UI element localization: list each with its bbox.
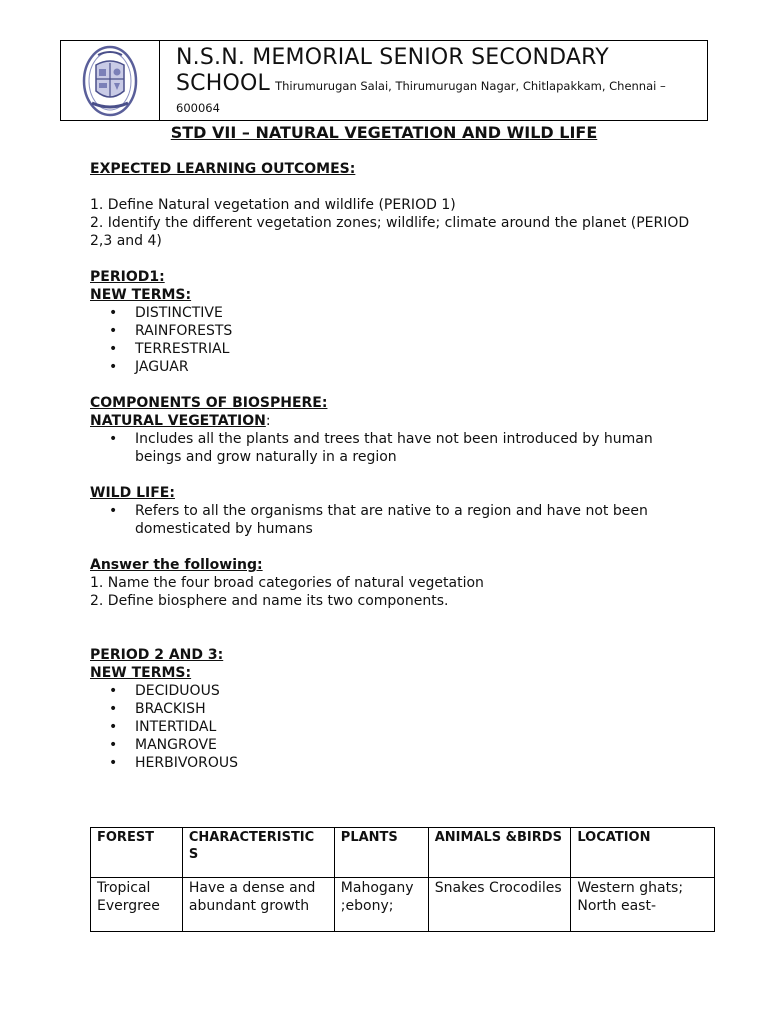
term-item: • HERBIVOROUS xyxy=(135,754,690,772)
outcomes-heading: EXPECTED LEARNING OUTCOMES: xyxy=(90,161,356,177)
term-item: • MANGROVE xyxy=(135,736,690,754)
column-header-forest: FOREST xyxy=(91,828,183,878)
answer-heading: Answer the following: xyxy=(90,557,263,573)
wild-life-points xyxy=(90,502,690,538)
school-name-line1: N.S.N. MEMORIAL SENIOR SECONDARY xyxy=(176,45,609,70)
column-header-plants: PLANTS xyxy=(334,828,428,878)
period23-heading: PERIOD 2 AND 3: xyxy=(90,647,224,663)
natural-vegetation-points xyxy=(90,430,690,466)
worksheet-body xyxy=(90,160,690,772)
table-header-row xyxy=(91,828,715,878)
logo-cell xyxy=(61,41,160,120)
column-header-animals-birds: ANIMALS &BIRDS xyxy=(428,828,571,878)
column-header-characteristics: CHARACTERISTIC S xyxy=(182,828,334,878)
term-item: • TERRESTRIAL xyxy=(135,340,690,358)
term-item: • INTERTIDAL xyxy=(135,718,690,736)
period23-terms-list xyxy=(90,682,690,772)
question-item: 2. Define biosphere and name its two components. xyxy=(90,593,449,609)
term-item: • BRACKISH xyxy=(135,700,690,718)
term-item: • JAGUAR xyxy=(135,358,690,376)
wild-life-heading: WILD LIFE: xyxy=(90,485,175,501)
question-item: 1. Name the four broad categories of natural vegetation xyxy=(90,575,484,591)
natural-vegetation-heading-row xyxy=(90,412,690,430)
column-header-location: LOCATION xyxy=(571,828,715,878)
outcome-item: 1. Define Natural vegetation and wildlife (PERIOD 1) xyxy=(90,197,456,213)
table-cell: Tropical Evergree xyxy=(91,878,183,932)
outcome-item: 2. Identify the different vegetation zones; wildlife; climate around the planet (PERIOD 2,3 and 4) xyxy=(90,215,690,249)
biosphere-heading: COMPONENTS OF BIOSPHERE: xyxy=(90,395,328,411)
term-item: • DECIDUOUS xyxy=(135,682,690,700)
term-item: • DISTINCTIVE xyxy=(135,304,690,322)
term-item: • RAINFORESTS xyxy=(135,322,690,340)
table-row xyxy=(91,878,715,932)
period1-new-terms-heading: NEW TERMS: xyxy=(90,287,192,303)
bullet-point: • Refers to all the organisms that are native to a region and have not been domesticated by humans xyxy=(135,502,690,538)
table-cell: Mahogany ;ebony; xyxy=(334,878,428,932)
bullet-point: • Includes all the plants and trees that have not been introduced by human beings and grow naturally in a region xyxy=(135,430,690,466)
period1-heading: PERIOD1: xyxy=(90,269,165,285)
table-cell: Have a dense and abundant growth xyxy=(182,878,334,932)
period23-new-terms-heading: NEW TERMS: xyxy=(90,665,192,681)
forest-table xyxy=(90,827,715,932)
school-info xyxy=(160,41,707,120)
table-cell: Snakes Crocodiles xyxy=(428,878,571,932)
natural-vegetation-heading: NATURAL VEGETATION xyxy=(90,413,266,429)
school-address: Thirumurugan Salai, Thirumurugan Nagar, Chitlapakkam, Chennai – 600064 xyxy=(176,79,666,115)
school-header xyxy=(60,40,708,121)
school-name-line2: SCHOOL xyxy=(176,71,270,96)
period1-terms-list xyxy=(90,304,690,376)
natural-vegetation-colon: : xyxy=(265,413,271,429)
table-cell: Western ghats; North east- xyxy=(571,878,715,932)
document-title: STD VII – NATURAL VEGETATION AND WILD LIFE xyxy=(170,123,598,142)
school-name-line2-row xyxy=(176,71,707,117)
school-crest-icon xyxy=(82,45,138,117)
